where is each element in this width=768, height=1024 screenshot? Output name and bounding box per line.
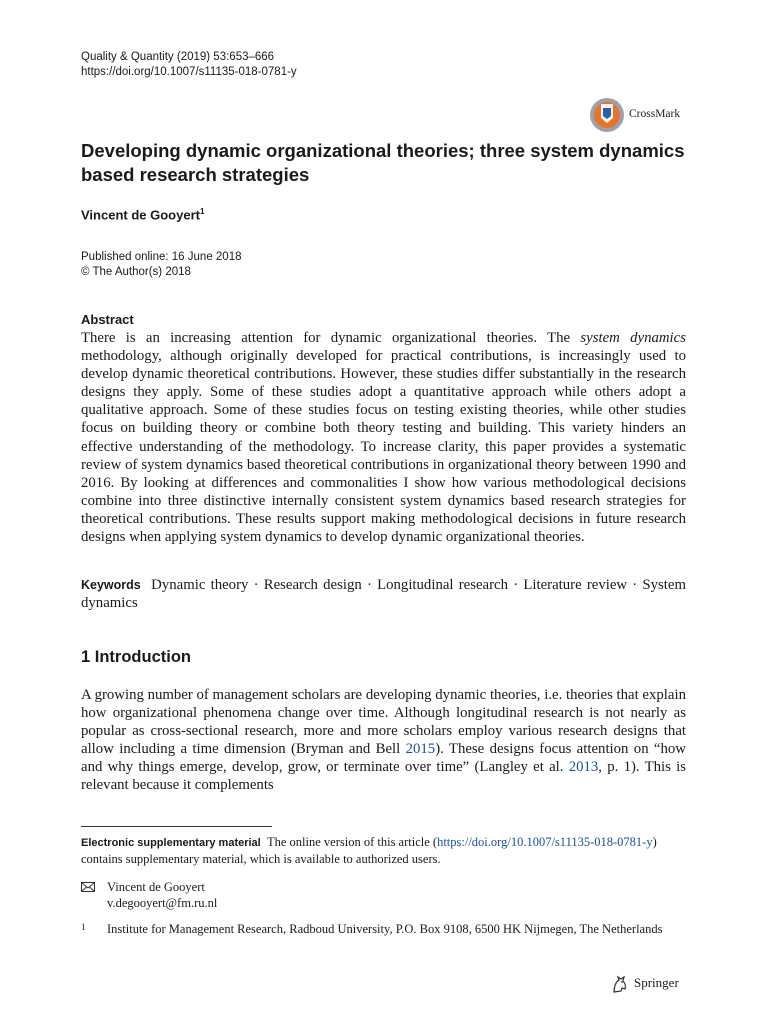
intro-text-part1: A growing number of management scholars are developing dynamic theories, i.e. theories that explain how organizational phenomena change over time. Although longitudinal research is not nearly as popular as cross-sectional research, more and more scholars employ various research designs that allow including a time dimension (Bryman and Bell	[81, 687, 686, 758]
journal-citation: Quality & Quantity (2019) 53:653–666	[81, 51, 275, 63]
crossmark-label: CrossMark	[629, 108, 681, 120]
section-heading-introduction: 1 Introduction	[81, 648, 191, 666]
keywords-text: Dynamic theory · Research design · Longitudinal research · Literature review · System dynamics	[81, 577, 686, 612]
publication-info	[81, 250, 242, 280]
abstract-italic-term: system dynamics	[580, 330, 686, 346]
journal-header	[81, 50, 297, 80]
springer-logo	[610, 973, 690, 995]
supplementary-material-note	[81, 834, 686, 867]
esm-label: Electronic supplementary material	[81, 837, 261, 849]
crossmark-badge[interactable]	[588, 96, 688, 134]
published-date: Published online: 16 June 2018	[81, 251, 242, 263]
affiliation-text: Institute for Management Research, Radboud University, P.O. Box 9108, 6500 HK Nijmegen, The Netherlands	[107, 922, 663, 936]
intro-text-part3: , p. 1). This is relevant because it complements	[81, 759, 686, 794]
abstract-heading: Abstract	[81, 312, 134, 327]
author-line	[81, 207, 204, 222]
introduction-text	[81, 686, 686, 795]
journal-doi[interactable]: https://doi.org/10.1007/s11135-018-0781-y	[81, 66, 297, 78]
esm-text-part2: ) contains supplementary material, which is available to authorized users.	[81, 835, 657, 866]
citation-link-2013[interactable]: 2013	[568, 759, 599, 776]
crossmark-icon	[588, 96, 626, 134]
keywords-label: Keywords	[81, 578, 141, 592]
article-title: Developing dynamic organizational theories; three system dynamics based research strategies	[81, 140, 685, 185]
contact-name: Vincent de Gooyert	[107, 880, 205, 894]
author-name: Vincent de Gooyert	[81, 207, 200, 223]
springer-horse-icon	[610, 974, 630, 994]
citation-link-2015[interactable]: 2015	[405, 741, 436, 758]
affiliation-number: 1	[81, 922, 86, 932]
copyright: © The Author(s) 2018	[81, 266, 191, 278]
keywords	[81, 576, 686, 612]
springer-label: Springer	[634, 975, 679, 990]
author-affiliation-mark: 1	[199, 207, 205, 216]
abstract-text-part1: There is an increasing attention for dynamic organizational theories. The	[81, 330, 581, 346]
footnote-divider	[81, 826, 272, 827]
abstract-text	[81, 329, 686, 546]
esm-doi-link[interactable]: https://doi.org/10.1007/s11135-018-0781-y	[437, 835, 653, 849]
abstract-text-part2: methodology, although originally developed for practical contributions, is increasingly used to develop dynamic theoretical contributions. However, these studies differ substantially in the research designs they apply. Some of these studies adopt a quantitative approach while others adopt a qualitative approach. Some of these studies focus on testing existing theories, while other studies focus on building theory or combine both theory testing and building. This variety hinders an effective understanding of the methodology. To increase clarity, this paper provides a systematic review of system dynamics based theoretical contributions in organizational theory between 1990 and 2016. By looking at differences and commonalities I show how various methodological decisions combine into three distinctive internally consistent system dynamics based research strategies for theoretical contributions. These results support making methodological decisions in future research designs when applying system dynamics to develop dynamic organizational theories.	[81, 348, 686, 546]
envelope-icon	[81, 882, 95, 892]
contact-email[interactable]: v.degooyert@fm.ru.nl	[107, 896, 218, 910]
esm-text-part1: The online version of this article (	[266, 835, 438, 849]
intro-text-part2: ). These designs focus attention on “how and why things emerge, develop, grow, or terminate over time” (Langley et al.	[81, 741, 686, 776]
